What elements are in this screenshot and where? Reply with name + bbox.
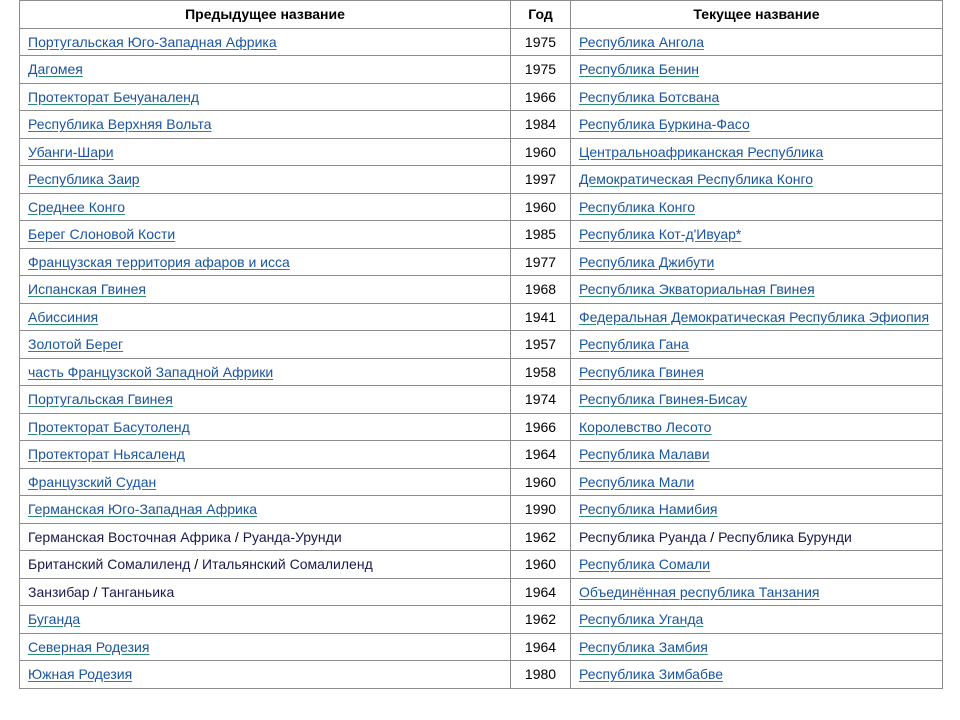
previous-name-cell [20, 138, 511, 166]
current-name-cell-link[interactable]: Республика Гвинея-Бисау [579, 391, 748, 408]
year-cell: 1968 [511, 276, 571, 304]
table-row [20, 193, 943, 221]
previous-name-cell-text: Руанда-Урунди [242, 528, 342, 545]
table-row [20, 166, 943, 194]
table-row [20, 331, 943, 359]
previous-name-cell-link[interactable]: Берег Слоновой Кости [28, 226, 176, 243]
previous-name-cell [20, 56, 511, 84]
current-name-cell [571, 28, 943, 56]
table-row [20, 221, 943, 249]
previous-name-cell [20, 496, 511, 524]
table-row [20, 358, 943, 386]
table-row [20, 28, 943, 56]
header-previous-name: Предыдущее название [20, 1, 511, 29]
current-name-cell [571, 386, 943, 414]
table-row [20, 523, 943, 551]
current-name-cell [571, 633, 943, 661]
year-cell: 1960 [511, 193, 571, 221]
previous-name-cell [20, 248, 511, 276]
current-name-cell [571, 578, 943, 606]
current-name-cell [571, 111, 943, 139]
current-name-cell-link[interactable]: Республика Джибути [579, 253, 715, 270]
current-name-cell-link[interactable]: Республика Конго [579, 198, 695, 215]
table-row [20, 276, 943, 304]
year-cell: 1997 [511, 166, 571, 194]
header-year: Год [511, 1, 571, 29]
year-cell: 1974 [511, 386, 571, 414]
previous-name-cell [20, 523, 511, 551]
current-name-cell [571, 606, 943, 634]
year-cell: 1960 [511, 468, 571, 496]
current-name-cell-link[interactable]: Республика Буркина-Фасо [579, 116, 750, 133]
previous-name-cell-link[interactable]: Португальская Гвинея [28, 391, 173, 408]
previous-name-cell [20, 413, 511, 441]
current-name-cell [571, 358, 943, 386]
year-cell: 1977 [511, 248, 571, 276]
previous-name-cell [20, 221, 511, 249]
current-name-cell [571, 551, 943, 579]
table-row [20, 56, 943, 84]
current-name-cell-text: Республика Бурунди [718, 528, 852, 545]
previous-name-cell [20, 276, 511, 304]
year-cell: 1985 [511, 221, 571, 249]
year-cell: 1960 [511, 551, 571, 579]
current-name-cell-link[interactable]: Федеральная Демократическая Республика Эфиопия [579, 308, 930, 325]
year-cell: 1975 [511, 28, 571, 56]
current-name-cell-link[interactable]: Республика Кот-д'Ивуар* [579, 226, 742, 243]
previous-name-cell-link[interactable]: Португальская Юго-Западная Африка [28, 33, 277, 50]
table-row [20, 551, 943, 579]
previous-name-cell-text: Британский Сомалиленд [28, 556, 191, 573]
current-name-cell [571, 413, 943, 441]
year-cell: 1966 [511, 83, 571, 111]
year-cell: 1964 [511, 633, 571, 661]
table-row [20, 83, 943, 111]
separator: / [231, 528, 243, 545]
previous-name-cell [20, 468, 511, 496]
previous-name-cell-link[interactable]: Убанги-Шари [28, 143, 114, 160]
table-row [20, 303, 943, 331]
table-row [20, 248, 943, 276]
previous-name-cell [20, 331, 511, 359]
previous-name-cell-link[interactable]: Республика Заир [28, 171, 140, 188]
previous-name-cell-link[interactable]: Среднее Конго [28, 198, 125, 215]
separator: / [190, 556, 203, 573]
header-current-name: Текущее название [571, 1, 943, 29]
current-name-cell [571, 523, 943, 551]
previous-name-cell-text: Итальянский Сомалиленд [202, 556, 373, 573]
previous-name-cell [20, 166, 511, 194]
year-cell: 1980 [511, 661, 571, 689]
current-name-cell-link[interactable]: Республика Экваториальная Гвинея [579, 281, 815, 298]
current-name-cell [571, 276, 943, 304]
previous-name-cell [20, 578, 511, 606]
previous-name-cell [20, 111, 511, 139]
year-cell: 1962 [511, 523, 571, 551]
current-name-cell [571, 193, 943, 221]
previous-name-cell-link[interactable]: Французская территория афаров и исса [28, 253, 290, 270]
table-header-row [20, 1, 943, 29]
previous-name-cell-link[interactable]: Протекторат Бечуаналенд [28, 88, 200, 105]
previous-name-cell [20, 441, 511, 469]
previous-name-cell [20, 606, 511, 634]
current-name-cell [571, 661, 943, 689]
current-name-cell [571, 138, 943, 166]
current-name-cell [571, 496, 943, 524]
table-row [20, 468, 943, 496]
current-name-cell [571, 83, 943, 111]
current-name-cell-link[interactable]: Республика Ангола [579, 33, 705, 50]
previous-name-cell-link[interactable]: Золотой Берег [28, 336, 124, 353]
table-row [20, 386, 943, 414]
year-cell: 1941 [511, 303, 571, 331]
year-cell: 1990 [511, 496, 571, 524]
previous-name-cell-link[interactable]: Дагомея [28, 61, 83, 78]
table-row [20, 606, 943, 634]
current-name-cell [571, 248, 943, 276]
current-name-cell [571, 166, 943, 194]
table-row [20, 633, 943, 661]
current-name-cell-link[interactable]: Королевство Лесото [579, 418, 712, 435]
previous-name-cell [20, 358, 511, 386]
previous-name-cell-link[interactable]: Южная Родезия [28, 666, 133, 683]
year-cell: 1975 [511, 56, 571, 84]
previous-name-cell [20, 633, 511, 661]
table-row [20, 578, 943, 606]
current-name-cell-link[interactable]: Республика Гвинея [579, 363, 704, 380]
previous-name-cell [20, 661, 511, 689]
table-row [20, 496, 943, 524]
previous-name-cell-link[interactable]: Германская Юго-Западная Африка [28, 501, 258, 518]
year-cell: 1964 [511, 441, 571, 469]
previous-name-cell-link[interactable]: Протекторат Ньясаленд [28, 446, 185, 463]
current-name-cell-link[interactable]: Республика Намибия [579, 501, 718, 518]
year-cell: 1957 [511, 331, 571, 359]
previous-name-cell-link[interactable]: Северная Родезия [28, 638, 150, 655]
current-name-cell [571, 221, 943, 249]
table-row [20, 661, 943, 689]
current-name-cell-link[interactable]: Центральноафриканская Республика [579, 143, 824, 160]
current-name-cell-link[interactable]: Республика Сомали [579, 556, 711, 573]
year-cell: 1964 [511, 578, 571, 606]
separator: / [89, 583, 102, 600]
current-name-cell [571, 303, 943, 331]
current-name-cell-link[interactable]: Республика Мали [579, 473, 695, 490]
year-cell: 1984 [511, 111, 571, 139]
current-name-cell-link[interactable]: Объединённая республика Танзания [579, 583, 820, 600]
current-name-cell [571, 331, 943, 359]
previous-name-cell-link[interactable]: Испанская Гвинея [28, 281, 147, 298]
current-name-cell-link[interactable]: Республика Гана [579, 336, 689, 353]
previous-name-cell-link[interactable]: часть Французской Западной Африки [28, 363, 274, 380]
table-row [20, 441, 943, 469]
table-row [20, 138, 943, 166]
table-body [20, 28, 943, 688]
previous-name-cell-link[interactable]: Протекторат Басутоленд [28, 418, 190, 435]
current-name-cell-link[interactable]: Республика Уганда [579, 611, 704, 628]
current-name-cell [571, 441, 943, 469]
previous-name-cell [20, 386, 511, 414]
current-name-cell [571, 468, 943, 496]
current-name-cell-link[interactable]: Демократическая Республика Конго [579, 171, 814, 188]
year-cell: 1960 [511, 138, 571, 166]
previous-name-cell-text: Германская Восточная Африка [28, 528, 232, 545]
current-name-cell [571, 56, 943, 84]
current-name-cell-link[interactable]: Республика Замбия [579, 638, 708, 655]
previous-name-cell [20, 28, 511, 56]
table-row [20, 413, 943, 441]
current-name-cell-link[interactable]: Республика Бенин [579, 61, 699, 78]
current-name-cell-link[interactable]: Республика Зимбабве [579, 666, 724, 683]
previous-name-cell-link[interactable]: Французский Судан [28, 473, 157, 490]
previous-name-cell-text: Танганьика [101, 583, 175, 600]
previous-name-cell-text: Занзибар [28, 583, 90, 600]
previous-name-cell [20, 551, 511, 579]
year-cell: 1958 [511, 358, 571, 386]
table-row [20, 111, 943, 139]
year-cell: 1962 [511, 606, 571, 634]
previous-name-cell [20, 303, 511, 331]
current-name-cell-text: Республика Руанда [579, 528, 707, 545]
previous-name-cell [20, 193, 511, 221]
previous-name-cell-link[interactable]: Буганда [28, 611, 81, 628]
previous-name-cell-link[interactable]: Республика Верхняя Вольта [28, 116, 212, 133]
previous-name-cell [20, 83, 511, 111]
current-name-cell-link[interactable]: Республика Ботсвана [579, 88, 720, 105]
country-rename-table [19, 0, 943, 689]
current-name-cell-link[interactable]: Республика Малави [579, 446, 710, 463]
previous-name-cell-link[interactable]: Абиссиния [28, 308, 99, 325]
separator: / [706, 528, 719, 545]
year-cell: 1966 [511, 413, 571, 441]
